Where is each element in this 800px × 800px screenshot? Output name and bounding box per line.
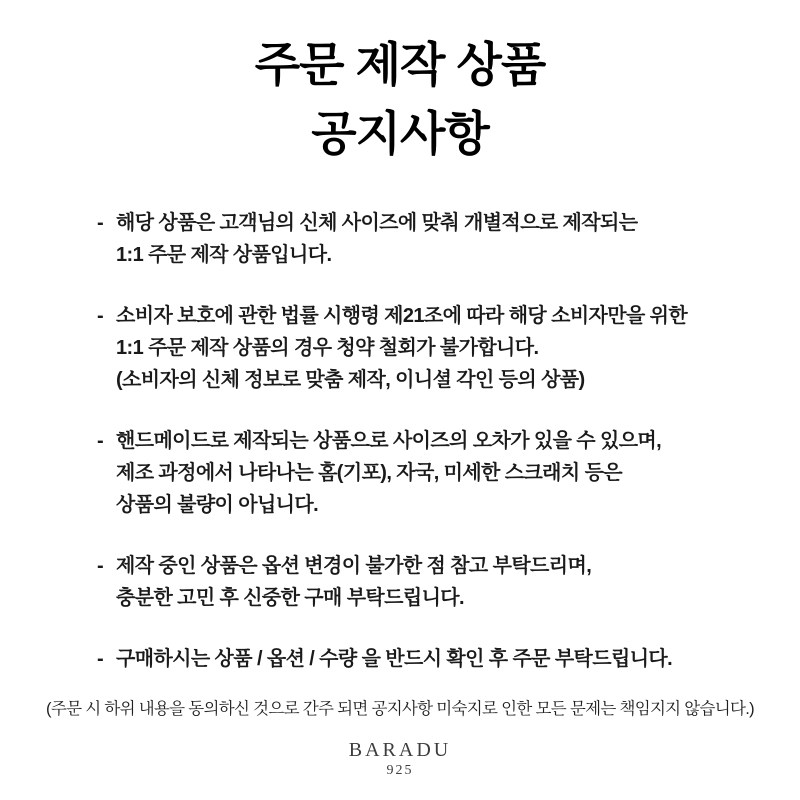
notice-line: 상품의 불량이 아닙니다. [116,494,319,516]
bullet-dash: - [97,212,104,234]
notice-text [116,550,591,614]
notice-line: 핸드메이드로 제작되는 상품으로 사이즈의 오차가 있을 수 있으며, [116,430,662,452]
notice-item [97,300,760,396]
bullet-dash: - [97,555,104,577]
bullet-dash: - [97,430,104,452]
page-title-line-2: 공지사항 [311,107,489,160]
brand-logo [0,739,800,779]
notice-list [97,207,760,675]
notice-item [97,425,760,521]
notice-text [116,425,661,521]
disclaimer-note: (주문 시 하위 내용을 동의하신 것으로 간주 되면 공지사항 미숙지로 인한 모든 문제는 책임지지 않습니다.) [46,700,754,718]
notice-text [116,300,687,396]
bullet-dash: - [97,648,104,670]
notice-text [116,643,672,675]
notice-line: 충분한 고민 후 신중한 구매 부탁드립니다. [116,587,464,609]
notice-line: (소비자의 신체 정보로 맞춤 제작, 이니셜 각인 등의 상품) [116,369,585,391]
notice-line: 해당 상품은 고객님의 신체 사이즈에 맞춰 개별적으로 제작되는 [116,212,638,234]
notice-item [97,207,760,271]
notice-text [116,207,637,271]
notice-line: 1:1 주문 제작 상품입니다. [116,244,332,266]
bullet-dash: - [97,305,104,327]
notice-line: 제조 과정에서 나타나는 홈(기포), 자국, 미세한 스크래치 등은 [116,462,623,484]
notice-item [97,550,760,614]
page-title-line-1: 주문 제작 상품 [254,38,546,91]
brand-name: BARADU [348,739,452,761]
page-footer [0,699,800,779]
notice-line: 1:1 주문 제작 상품의 경우 청약 철회가 불가합니다. [116,337,539,359]
brand-number: 925 [386,763,414,778]
notice-item [97,643,760,675]
notice-line: 제작 중인 상품은 옵션 변경이 불가한 점 참고 부탁드리며, [116,555,592,577]
page-title [0,0,800,168]
notice-line: 소비자 보호에 관한 법률 시행령 제21조에 따라 해당 소비자만을 위한 [116,305,688,327]
notice-line: 구매하시는 상품 / 옵션 / 수량 을 반드시 확인 후 주문 부탁드립니다. [116,648,673,670]
